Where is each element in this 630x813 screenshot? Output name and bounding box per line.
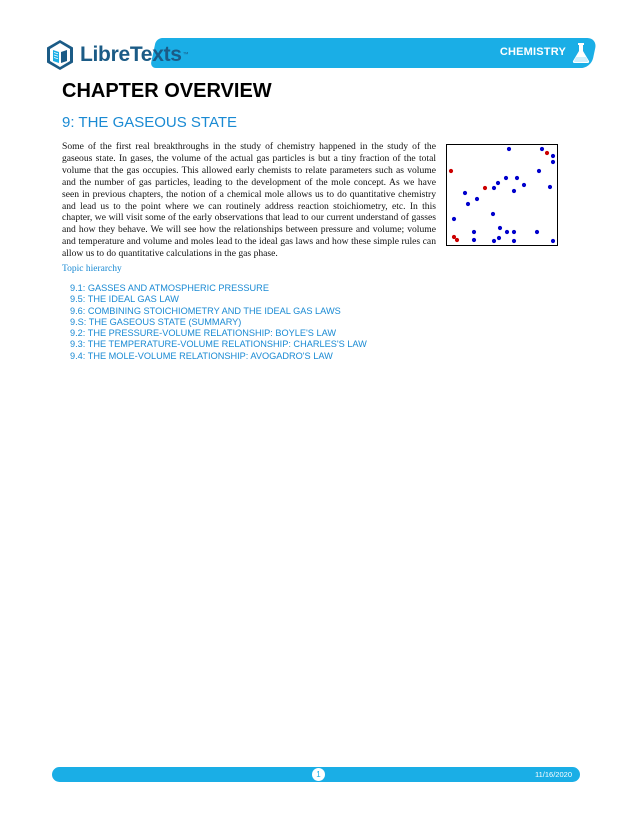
libretexts-book-icon bbox=[44, 39, 76, 71]
topic-list bbox=[70, 283, 367, 362]
blue-gas-particle bbox=[497, 236, 501, 240]
topic-link-9-1[interactable]: 9.1: GASSES AND ATMOSPHERIC PRESSURE bbox=[70, 283, 269, 293]
logo-trademark: ™ bbox=[182, 52, 189, 58]
red-gas-particle bbox=[455, 238, 459, 242]
blue-gas-particle bbox=[463, 191, 467, 195]
topic-link-9-4[interactable]: 9.4: THE MOLE-VOLUME RELATIONSHIP: AVOGADRO'S LAW bbox=[70, 350, 333, 361]
topic-link-9-2[interactable]: 9.2: THE PRESSURE-VOLUME RELATIONSHIP: BOYLE'S LAW bbox=[70, 328, 337, 339]
topic-link-9-3[interactable]: 9.3: THE TEMPERATURE-VOLUME RELATIONSHIP: CHARLES'S LAW bbox=[70, 339, 367, 350]
blue-gas-particle bbox=[548, 185, 552, 189]
gas-particles-figure bbox=[446, 144, 558, 246]
red-gas-particle bbox=[452, 235, 456, 239]
blue-gas-particle bbox=[504, 176, 508, 180]
red-gas-particle bbox=[449, 169, 453, 173]
red-gas-particle bbox=[545, 151, 549, 155]
blue-gas-particle bbox=[505, 230, 509, 234]
page-title: CHAPTER OVERVIEW bbox=[62, 80, 272, 102]
subject-label[interactable]: CHEMISTRY bbox=[499, 46, 566, 58]
blue-gas-particle bbox=[492, 186, 496, 190]
topic-hierarchy-label: Topic hierarchy bbox=[62, 264, 122, 274]
blue-gas-particle bbox=[515, 176, 519, 180]
logo-text: LibreTexts bbox=[80, 43, 182, 66]
page-number: 1 bbox=[312, 768, 325, 781]
blue-gas-particle bbox=[496, 181, 500, 185]
flask-icon bbox=[572, 42, 590, 64]
blue-gas-particle bbox=[472, 230, 476, 234]
section-title[interactable]: 9: THE GASEOUS STATE bbox=[62, 114, 238, 131]
blue-gas-particle bbox=[491, 212, 495, 216]
blue-gas-particle bbox=[452, 217, 456, 221]
topic-link-9-5[interactable]: 9.5: THE IDEAL GAS LAW bbox=[70, 294, 179, 305]
blue-gas-particle bbox=[522, 183, 526, 187]
blue-gas-particle bbox=[472, 238, 476, 242]
topic-link-9-s[interactable]: 9.S: THE GASEOUS STATE (SUMMARY) bbox=[70, 316, 242, 327]
blue-gas-particle bbox=[512, 230, 516, 234]
footer-date: 11/16/2020 bbox=[535, 770, 572, 779]
red-gas-particle bbox=[483, 186, 487, 190]
gas-particles-drawing bbox=[447, 145, 556, 244]
blue-gas-particle bbox=[466, 202, 470, 206]
blue-gas-particle bbox=[540, 147, 544, 151]
blue-gas-particle bbox=[551, 154, 555, 158]
blue-gas-particle bbox=[492, 239, 496, 243]
blue-gas-particle bbox=[507, 147, 511, 151]
libretexts-logo[interactable] bbox=[44, 38, 189, 72]
blue-gas-particle bbox=[475, 197, 479, 201]
blue-gas-particle bbox=[498, 226, 502, 230]
blue-gas-particle bbox=[537, 169, 541, 173]
blue-gas-particle bbox=[512, 239, 516, 243]
topic-link-9-6[interactable]: 9.6: COMBINING STOICHIOMETRY AND THE IDEAL GAS LAWS bbox=[70, 305, 341, 316]
blue-gas-particle bbox=[551, 160, 555, 164]
blue-gas-particle bbox=[535, 230, 539, 234]
blue-gas-particle bbox=[551, 239, 555, 243]
chapter-intro-paragraph: Some of the first real breakthroughs in the study of chemistry happened in the study of the gaseous state. In gases, the volume of the actual gas particles is but a tiny fraction of the total volume that the gas occupies. This allowed early chemists to relate parameters such as volume and the number of gas particles, leading to the development of the mole concept. As we have seen in previous chapters, the notion of a chemical mole allows us to do quantitative chemistry and lead us to the point where we can routinely address reaction stoichiometry, etc. In this chapter, we will visit some of the early observations that lead to our current understand of gasses and how they behave. We will see how the relationships between pressure and volume; volume and temperature and volume and moles lead to the ideal gas laws and how these simple rules can allow us to do quantitative calculations in the gas phase. bbox=[62, 141, 436, 260]
blue-gas-particle bbox=[512, 189, 516, 193]
